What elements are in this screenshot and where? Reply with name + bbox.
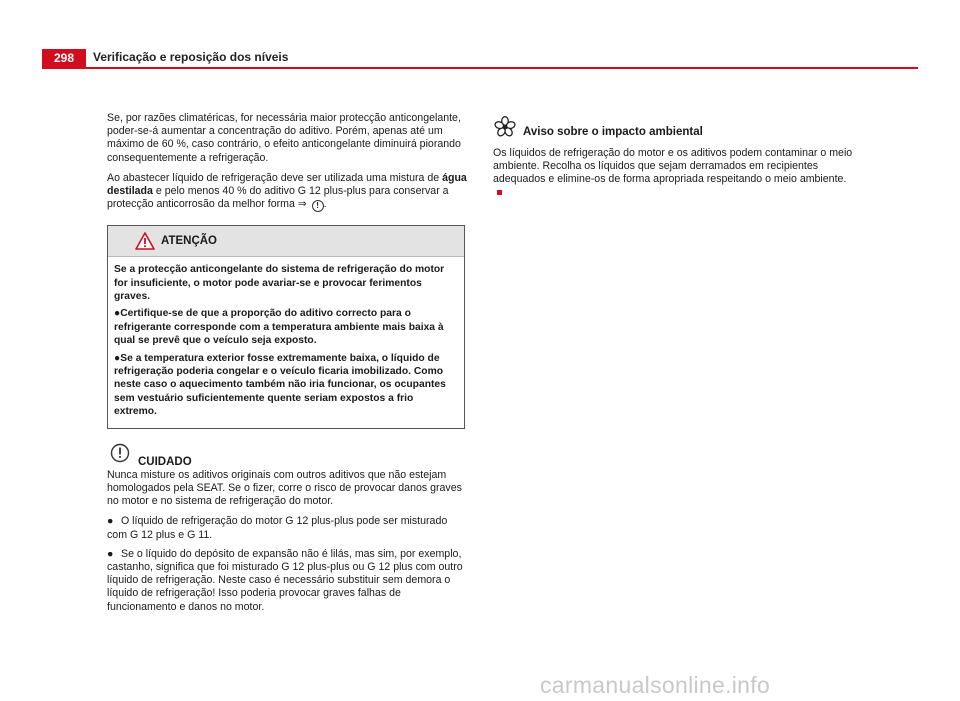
page-number: 298 (42, 49, 86, 67)
bold-term-distilled-water: água destilada (107, 171, 467, 198)
bullet-dot: ● (107, 547, 114, 560)
caution-title: CUIDADO (138, 455, 192, 468)
warning-box (107, 225, 465, 428)
warning-intro: Se a protecção anticongelante do sistema de refrigeração do motor for insuficiente, o motor pode avariar-se e provocar ferimentos graves. (114, 264, 445, 303)
bullet-dot: ● (107, 515, 114, 528)
paragraph-coolant-mixture (107, 172, 467, 212)
paragraph-text: Os líquidos de refrigeração do motor e os aditivos podem contaminar o meio ambiente. Recolha os líquidos que sejam derramados em recipientes adequados e elimine-os de forma apropriada respeitando o meio ambiente. (493, 147, 853, 186)
environment-flower-icon (493, 116, 517, 142)
bullet-text: Certifique-se de que a proporção do aditivo correcto para o refrigerante corresponde com a temperatura ambiente mais baixa à qual se prevê que o veículo seja exposto. (114, 308, 444, 347)
warning-header (108, 226, 464, 257)
section-end-mark (497, 190, 502, 195)
bullet-dot: ● (114, 308, 121, 320)
caution-circle-icon (110, 443, 130, 467)
warning-bullet (114, 307, 458, 347)
caution-header (107, 443, 467, 469)
warning-body (108, 257, 464, 427)
warning-triangle-icon (135, 232, 155, 254)
bullet-text: Se o líquido do depósito de expansão não é lilás, mas sim, por exemplo, castanho, significa que foi misturado G 12 plus-plus ou G 12 plus com outro líquido de refrigeração. Neste caso é necessário substituir sem demora o líquido de refrigeração! Isso poderia provocar graves falhas de funcionamento e danos no motor. (107, 547, 463, 613)
caution-bullet (107, 548, 467, 614)
caution-reference-icon: ! (312, 200, 324, 212)
paragraph-antifreeze-concentration: Se, por razões climatéricas, for necessária maior protecção anticongelante, poder-se-á aumentar a concentração do aditivo. Porém, apenas até um máximo de 60 %, caso contrário, o efeito anticongelante diminuirá piorando consequentemente a refrigeração. (107, 112, 461, 164)
left-column (107, 112, 467, 620)
caution-intro: Nunca misture os aditivos originais com outros aditivos que não estejam homologados pela SEAT. Se o fizer, corre o risco de provocar danos graves no motor e no sistema de refrigeração do motor. (107, 468, 462, 508)
paragraph-text: Ao abastecer líquido de refrigeração deve ser utilizada uma mistura de (107, 171, 443, 184)
environment-title: Aviso sobre o impacto ambiental (523, 126, 703, 138)
paragraph-text: e pelo menos 40 % do aditivo G 12 plus-plus para conservar a protecção anticorrosão da melhor forma ⇒ (107, 185, 449, 211)
right-column (493, 125, 855, 207)
warning-bullet (114, 352, 458, 419)
environment-text (493, 147, 855, 200)
caution-section (107, 443, 467, 614)
bullet-dot: ● (114, 352, 121, 364)
paragraph-text: . (323, 198, 327, 211)
header-rule (42, 67, 918, 69)
environment-header (493, 125, 855, 147)
warning-title: ATENÇÃO (161, 235, 218, 248)
bullet-text: Se a temperatura exterior fosse extremamente baixa, o líquido de refrigeração poderia congelar e o veículo ficaria imobilizado. Como neste caso o aquecimento também não iria funcionar, os ocupantes sem vestuário suficientemente quente seriam expostos a frio extremo. (114, 352, 446, 418)
caution-bullet (107, 515, 467, 541)
bullet-text: O líquido de refrigeração do motor G 12 plus-plus pode ser misturado com G 12 plus e G 11. (107, 515, 448, 541)
watermark: carmanualsonline.info (540, 672, 771, 698)
page-title: Verificação e reposição dos níveis (93, 50, 289, 64)
